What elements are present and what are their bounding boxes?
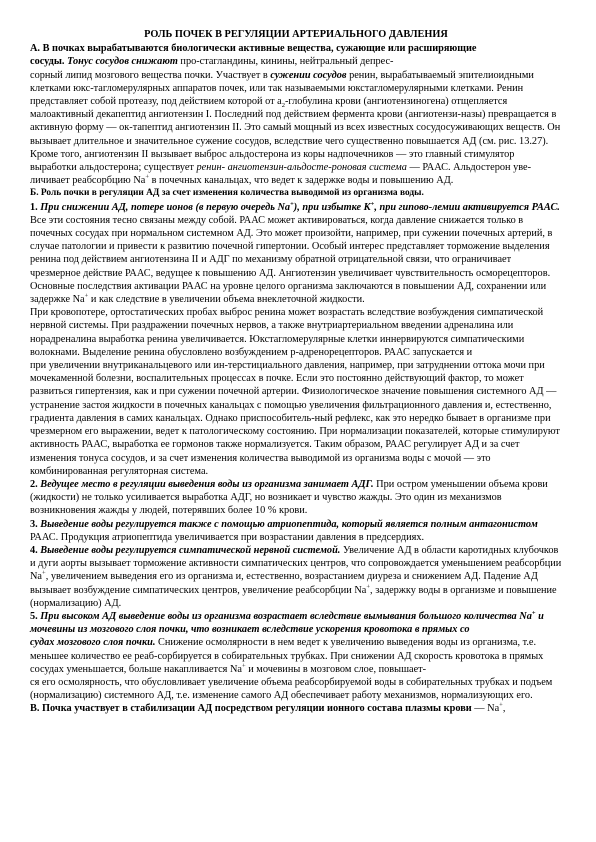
superscript: + <box>499 701 503 709</box>
section-b-paragraph-blood-loss: При кровопотере, ортостатических пробах выброс ренина может возрастать вследствие возбуждения симпатической нервной системы. При раздражении почечных нервов, а также внутриартериальном введении адреналина или норадреналина выработка ренина увеличивается. Юкстагломерулярные клетки иннервируются симпатическими волокнами. Выделение ренина обусловлено возбуждением р-адренорецепторов. РААС запускается и <box>30 307 544 358</box>
text-run: , задержку воды в организме и повышение (нормализацию) АД. <box>30 584 557 609</box>
section-v-heading: В. Почка участвует в стабилизации АД посредством регуляции ионного состава плазмы крови <box>30 703 472 715</box>
item-lead: , при гипово-лемии активируется РААС. <box>374 201 560 213</box>
text-run: ренин, вырабатываемый эпителиоидными клетками юкс-тагломерулярных аппаратов почек, или так называемыми юкстагломерулярными клетками. Ренин представляет собой протеазу, под действием которой от a <box>30 69 534 108</box>
superscript: + <box>42 569 46 577</box>
section-b-item-3 <box>30 518 562 544</box>
section-b-heading: Б. Роль почки в регуляции АД за счет изменения количества выводимой из организма воды. <box>30 188 424 199</box>
text-run: РААС. Продукция атриопептида увеличивается при возрастании давления в предсердиях. <box>30 531 425 543</box>
section-b-item-5 <box>30 610 562 702</box>
text-run: — Na <box>471 703 500 715</box>
section-b-item-1 <box>30 201 562 307</box>
text-run: , увеличением выведения его из организма и, естественно, возрастанием диуреза и снижением АД. Падение АД вызывает возбуждение симпатических центров, увеличение реабсорбции Na <box>30 571 538 596</box>
text-run: ся его осмолярность, что обусловливает увеличение объема реабсорбируемой воды в собирательных трубках и подъем (нормализацию) системного АД, т.е. изменение самого АД обеспечивает работу механизмов, нормализующих его. <box>30 676 553 702</box>
text-run: и как следствие в увеличении объема внеклеточной жидкости. <box>88 294 365 306</box>
item-lead: При снижении АД, потере ионов (в первую очередь Na <box>40 201 291 213</box>
item-lead: ), при избытке К <box>293 201 371 213</box>
section-b-item-2 <box>30 478 562 518</box>
superscript: + <box>84 292 89 300</box>
item-number: 3. <box>30 518 41 530</box>
subscript: 2 <box>281 102 285 110</box>
text-run: про-стагландины, кинины, нейтральный депрес- <box>177 56 394 68</box>
section-b-paragraph-pressure: при увеличении внутриканальцевого или ин-терстициального давления, например, при затруднении оттока мочи при мочекаменной болезни, воспалительных процессах в почке. Если это постоянно действующий фактор, то может развиться гипертензия, как и при сужении почечной артерии. Физиологическое значение повышения системного АД — устранение застоя жидкости в почечных канальцах с помощью увеличения фильтрационного давления и, естественно, градиента давления в самих канальцах. Однако приспособитель-ный рефлекс, как это нередко бывает в организме при чрезмерном его выражении, ведет к патологическому состоянию. При нормализации показателей, которые стимулируют активность РААС, выработка ее гормонов также нормализуется. Таким образом, РААС регулирует АД и за счет изменения тонуса сосудов, и за счет изменения количества выводимой из организма воды с мочой — это комбинированная регуляторная система. <box>30 360 560 477</box>
superscript: + <box>145 173 150 181</box>
text-run: При остром уменьшении объема крови (жидкости) не только усиливается выработка АДГ, но возникает и чувство жажды. Это один из механизмов возникновения жажды у людей, потерявших более 10 % крови. <box>30 478 548 517</box>
superscript: + <box>366 583 371 591</box>
vessel-constriction-phrase: сужении сосудов <box>270 69 347 81</box>
superscript: + <box>241 662 246 670</box>
page-title: РОЛЬ ПОЧЕК В РЕГУЛЯЦИИ АРТЕРИАЛЬНОГО ДАВЛЕНИЯ <box>144 29 448 40</box>
text-run: , <box>502 703 506 715</box>
vessel-dilation-phrase: Тонус сосудов снижают <box>67 56 178 68</box>
section-b-item-4 <box>30 544 562 610</box>
item-number: 2. <box>30 478 41 490</box>
text-run: Увеличение АД в области каротидных клубочков и дуги аорты вызывает торможение активности симпатических центров, что сопровождается уменьшением реабсорбции Na <box>30 544 562 583</box>
text-run: — РААС. Альдостерон уве-личивает реабсорбцию Na <box>30 162 532 187</box>
item-number: 1. <box>30 201 41 213</box>
superscript: + <box>370 200 375 208</box>
text-run: Снижение осмолярности в нем ведет к увеличению выведения воды из организма, т.е. меньшее количество ее реаб-сорбируется в собирательных трубках. При снижении АД скорость кровотока в прямых сосудах уменьшается, больше накапливается Na <box>30 637 544 675</box>
item-number: 5. <box>30 610 41 622</box>
text-run: и мочевины в мозговом слое, повышает- <box>245 663 427 675</box>
superscript: + <box>290 200 294 208</box>
superscript: + <box>531 609 536 617</box>
item-lead: судах мозгового слоя почки. <box>30 637 156 649</box>
item-lead: и мочевины из мозгового слоя почки, что возникает вследствие ускорения кровотока в прямых со <box>30 610 544 636</box>
item-lead: Ведущее место в регуляции выведения воды из организма занимает АДГ. <box>40 478 374 490</box>
section-a-paragraph <box>30 42 562 187</box>
text-run: в почечных канальцах, что ведет к задержке воды и повышению АД. <box>149 175 454 187</box>
item-lead: Выведение воды регулируется также с помощью атриопептида, который является полным антагонистом <box>40 518 538 530</box>
section-a-heading-cont: сосуды. <box>30 56 65 68</box>
text-run: сорный липид мозгового вещества почки. Участвует в <box>30 69 271 81</box>
item-lead: При высоком АД выведение воды из организма возрастает вследствие вымывания большого количества Na <box>40 610 532 622</box>
text-run: Все эти состояния тесно связаны между собой. РААС может активироваться, когда давление снижается только в почечных сосудах при нормальном системном АД. Это может произойти, например, при сужении почечных артерий, в случае патологии и привести к развитию почечной гипертонии. Особый интерес представляет торможение выделения ренина под действием ангиотензина II и АДГ по механизму обратной отрицательной связи, что ограничивает чрезмерное действие РААС, ведущее к повышению АД. Ангиотензин увеличивает чувствительность осморецепторов. Основные последствия активации РААС на уровне целого организма заключаются в повышении АД, сохранении или задержке Na <box>30 214 553 306</box>
item-lead: Выведение воды регулируется симпатической нервной системой. <box>40 544 341 556</box>
section-a-heading: А. В почках вырабатываются биологически активные вещества, сужающие или расширяющие <box>30 43 477 55</box>
section-v-paragraph <box>30 702 562 715</box>
raas-system-phrase: ренин- ангиотензин-альдосте-роновая система <box>196 162 407 174</box>
item-number: 4. <box>30 544 41 556</box>
text-run: -глобулина крови (ангиотензиногена) отщепляется малоактивный декапептид ангиотензин I. Последний под действием фермента крови (ангиотензи-назы) превращается в активную форму — ок-тапептид ангиотензин II. Это самый мощный из всех известных сосудосуживающих веществ. Он вызывает длительное и значительное сужение сосудов, вследствие чего существенно повышается АД (см. рис. 13.27). Кроме того, ангиотензин II вызывает выброс альдостерона из коры надпочечников — это главный стимулятор выработки альдостерона; существует <box>30 96 561 174</box>
